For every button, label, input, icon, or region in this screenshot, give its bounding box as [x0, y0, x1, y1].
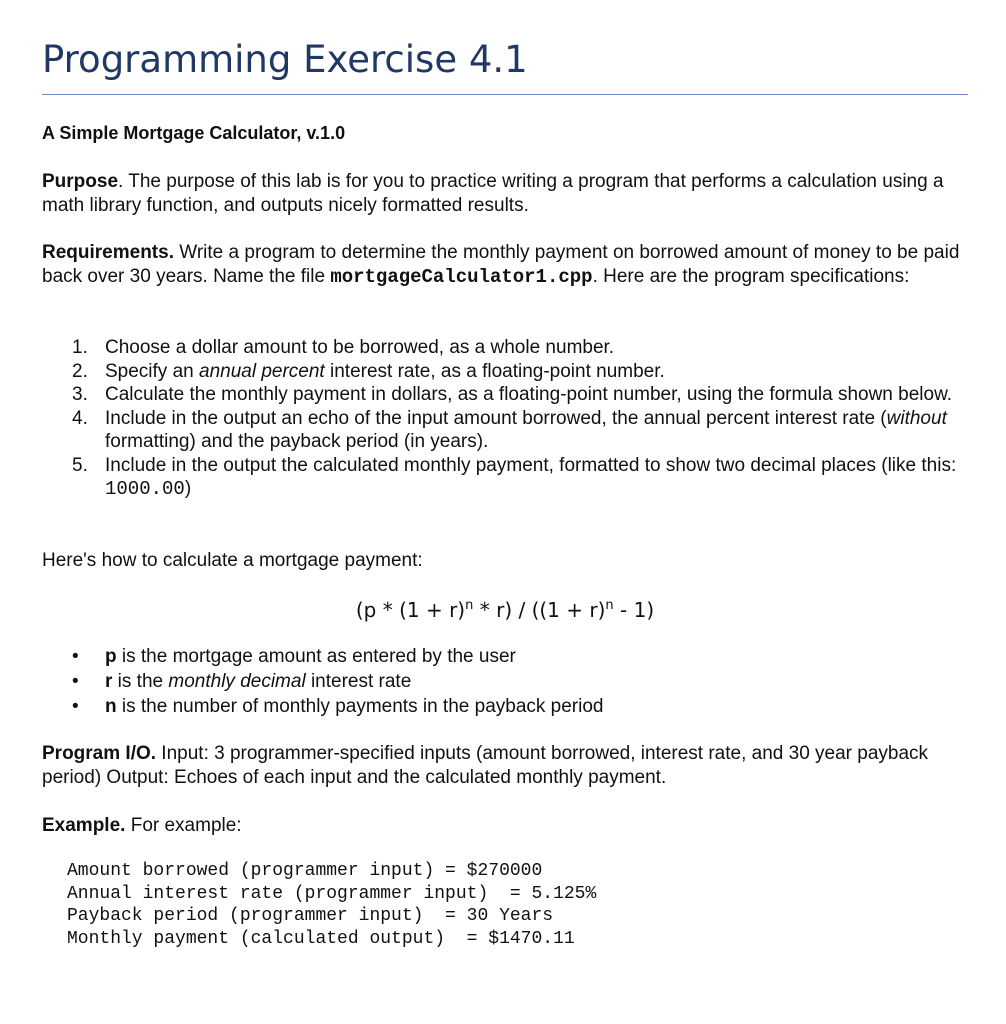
example-label: Example. — [42, 815, 126, 836]
spec-text: Calculate the monthly payment in dollars, as a floating-point number, using the formula shown below. — [105, 384, 953, 405]
spec-number: 4. — [72, 407, 88, 429]
specifications-list — [72, 336, 962, 502]
spec-text: Choose a dollar amount to be borrowed, as a whole number. — [105, 337, 615, 358]
spec-number: 1. — [72, 337, 88, 358]
spec-number: 3. — [72, 384, 88, 405]
example-output-line: Annual interest rate (programmer input) = 5.125% — [67, 883, 597, 904]
page-title: Programming Exercise 4.1 — [42, 38, 528, 81]
variable-description: is the number of monthly payments in the payback period — [116, 696, 604, 717]
variable-emphasis: monthly decimal — [168, 671, 306, 692]
formula-exponent: n — [465, 598, 474, 613]
requirements-text-after: . Here are the program specifications: — [592, 265, 910, 287]
program-io-paragraph — [42, 742, 968, 789]
spec-code-sample: 1000.00 — [105, 478, 185, 500]
variable-description: is the — [112, 671, 169, 692]
variable-name: r — [105, 671, 113, 692]
bullet: • — [72, 696, 79, 717]
requirements-label: Requirements. — [42, 242, 174, 263]
title-divider — [42, 94, 968, 95]
variables-list — [72, 644, 962, 719]
purpose-text: . The purpose of this lab is for you to practice writing a program that performs a calculation using a math library function, and outputs nicely formatted results. — [42, 171, 944, 216]
spec-item — [72, 407, 962, 454]
requirements-paragraph — [42, 241, 968, 289]
example-output-line: Amount borrowed (programmer input) = $270000 — [67, 861, 543, 881]
example-output-line: Payback period (programmer input) = 30 Years — [67, 906, 554, 927]
spec-item — [72, 454, 962, 502]
mortgage-formula — [42, 598, 968, 622]
variable-description: is the mortgage amount as entered by the user — [116, 646, 516, 667]
spec-text: ) — [184, 478, 192, 499]
requirements-text-before: Write a program to determine the monthly payment on borrowed amount of money to be paid back over 30 years. Name the file — [42, 242, 960, 287]
example-paragraph — [42, 814, 968, 838]
spec-text: Include in the output an echo of the input amount borrowed, the annual percent interest rate ( — [105, 407, 887, 429]
filename-code: mortgageCalculator1.cpp — [330, 265, 593, 288]
purpose-label: Purpose — [42, 171, 119, 192]
spec-item — [72, 360, 962, 384]
formula-part: (p * (1 + r) — [355, 598, 466, 622]
program-io-text: Input: 3 programmer-specified inputs (amount borrowed, interest rate, and 30 year payback period) Output: Echoes of each input and the calculated monthly payment. — [42, 743, 929, 788]
exercise-subtitle: A Simple Mortgage Calculator, v.1.0 — [42, 123, 346, 143]
spec-emphasis: annual percent — [199, 360, 325, 382]
spec-text: formatting) and the payback period (in years). — [105, 431, 489, 452]
example-output-block — [67, 860, 596, 950]
how-to-paragraph: Here's how to calculate a mortgage payment: — [42, 550, 423, 571]
spec-text: interest rate, as a floating-point number. — [324, 360, 665, 382]
formula-part: * r) / ((1 + r) — [473, 598, 606, 622]
bullet: • — [72, 671, 79, 692]
example-output-line: Monthly payment (calculated output) = $1470.11 — [67, 928, 575, 949]
formula-part: - 1) — [613, 598, 655, 622]
bullet: • — [72, 646, 79, 667]
variable-name: p — [105, 646, 117, 667]
variable-name: n — [105, 696, 117, 717]
formula-exponent: n — [605, 598, 614, 613]
program-io-label: Program I/O. — [42, 743, 157, 764]
variable-item — [72, 694, 962, 719]
purpose-paragraph — [42, 170, 968, 217]
spec-item — [72, 383, 962, 407]
spec-item — [72, 336, 962, 360]
spec-number: 5. — [72, 454, 88, 476]
spec-text: Include in the output the calculated monthly payment, formatted to show two decimal places (like this: — [105, 454, 957, 476]
spec-emphasis: without — [886, 407, 947, 429]
variable-item — [72, 644, 962, 669]
variable-description: interest rate — [305, 671, 412, 692]
example-text: For example: — [125, 815, 242, 836]
spec-text: Specify an — [105, 360, 199, 382]
variable-item — [72, 669, 962, 694]
spec-number: 2. — [72, 360, 88, 382]
